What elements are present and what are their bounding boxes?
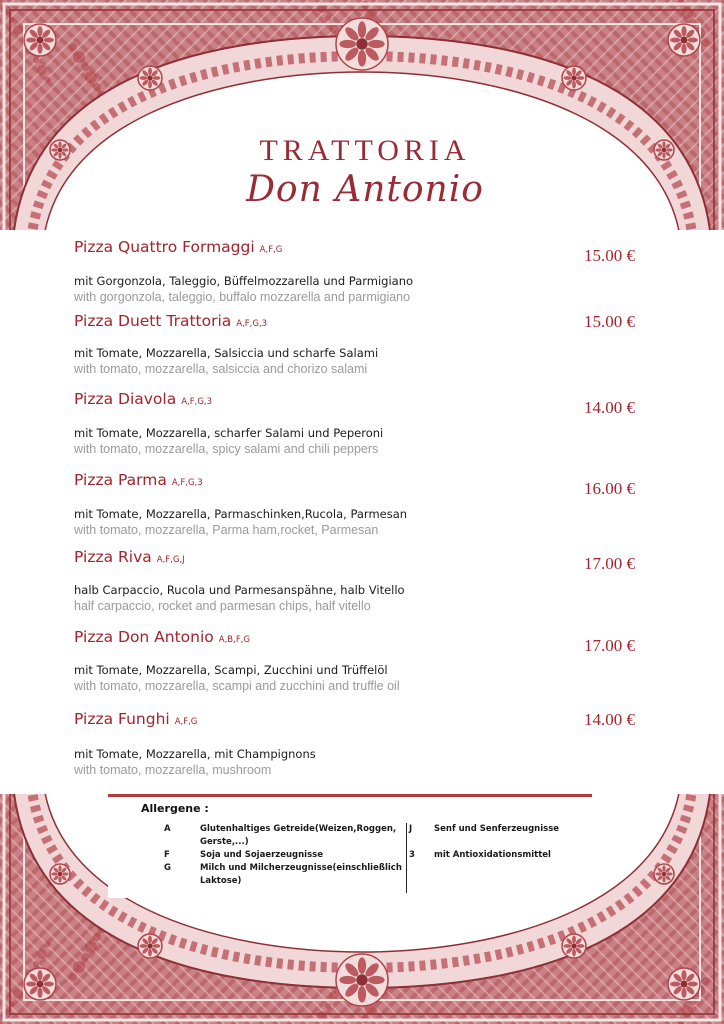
allergen-column-right <box>406 823 591 893</box>
item-price: 15.00 € <box>584 246 635 265</box>
item-description-de: mit Tomate, Mozzarella, Salsiccia und scharfe Salami <box>74 346 379 360</box>
item-allergen-codes: A,F,G <box>174 717 198 727</box>
allergen-code: 3 <box>409 850 415 860</box>
allergen-description: Soja und Sojaerzeugnisse <box>200 850 323 860</box>
allergen-entry <box>407 849 591 862</box>
rosette-ornament <box>336 954 388 1006</box>
item-name: Pizza Don Antonio A,B,F,G <box>74 628 251 646</box>
item-description-de: mit Gorgonzola, Taleggio, Büffelmozzarella und Parmigiano <box>74 274 414 288</box>
item-allergen-codes: A,F,G <box>259 245 283 255</box>
item-name: Pizza Riva A,F,G,J <box>74 548 185 566</box>
item-name: Pizza Duett Trattoria A,F,G,3 <box>74 312 268 330</box>
allergen-code: J <box>409 824 413 834</box>
rosette-ornament <box>562 66 586 90</box>
allergen-description: Milch und Milcherzeugnisse(einschließlich Laktose) <box>200 863 402 886</box>
rosette-ornament <box>24 24 56 56</box>
item-allergen-codes: A,F,G,3 <box>181 397 213 407</box>
item-description-de: mit Tomate, Mozzarella, scharfer Salami und Peperoni <box>74 426 384 440</box>
rosette-ornament <box>50 140 70 160</box>
item-description-en: with tomato, mozzarella, scampi and zucchini and truffle oil <box>74 679 400 693</box>
item-name: Pizza Parma A,F,G,3 <box>74 471 203 489</box>
rosette-ornament <box>138 934 162 958</box>
allergen-code: F <box>164 850 170 860</box>
pizza-menu-list <box>0 230 724 794</box>
item-description-de: mit Tomate, Mozzarella, Parmaschinken,Rucola, Parmesan <box>74 507 408 521</box>
item-description-en: with tomato, mozzarella, salsiccia and chorizo salami <box>74 362 368 376</box>
allergen-title: Allergene : <box>141 802 209 815</box>
item-name: Pizza Quattro Formaggi A,F,G <box>74 238 283 256</box>
allergen-legend <box>108 794 592 898</box>
item-name: Pizza Funghi A,F,G <box>74 710 198 728</box>
item-allergen-codes: A,F,G,3 <box>236 319 268 329</box>
allergen-entry <box>407 823 591 836</box>
item-description-de: halb Carpaccio, Rucola und Parmesanspähne, halb Vitello <box>74 583 405 597</box>
allergen-entry <box>164 849 404 862</box>
item-description-en: with tomato, mozzarella, Parma ham,rocket, Parmesan <box>74 523 379 537</box>
rosette-ornament <box>138 66 162 90</box>
item-description-en: with tomato, mozzarella, spicy salami and chili peppers <box>74 442 379 456</box>
rosette-ornament <box>654 140 674 160</box>
item-description-en: with tomato, mozzarella, mushroom <box>74 763 272 777</box>
allergen-code: G <box>164 863 171 873</box>
allergen-description: Senf und Senferzeugnisse <box>434 824 560 834</box>
rosette-ornament <box>562 934 586 958</box>
item-allergen-codes: A,F,G,3 <box>171 478 203 488</box>
item-price: 15.00 € <box>584 312 635 331</box>
item-price: 17.00 € <box>584 554 635 573</box>
allergen-code: A <box>164 824 171 834</box>
allergen-description: Glutenhaltiges Getreide(Weizen,Roggen, Gerste,...) <box>200 824 397 847</box>
rosette-ornament <box>668 24 700 56</box>
allergen-column-left <box>164 823 404 888</box>
rosette-ornament <box>654 864 674 884</box>
item-description-de: mit Tomate, Mozzarella, mit Champignons <box>74 747 316 761</box>
rosette-ornament <box>668 968 700 1000</box>
item-name: Pizza Diavola A,F,G,3 <box>74 390 213 408</box>
allergen-entry <box>164 862 404 888</box>
rosette-ornament <box>50 864 70 884</box>
item-price: 14.00 € <box>584 398 635 417</box>
logo-trattoria-text: TRATTORIA <box>259 134 471 167</box>
allergen-divider <box>108 794 592 797</box>
logo-don-antonio-text: Don Antonio <box>246 169 484 210</box>
item-description-en: half carpaccio, rocket and parmesan chips, half vitello <box>74 599 371 613</box>
item-description-en: with gorgonzola, taleggio, buffalo mozzarella and parmigiano <box>74 290 411 304</box>
item-description-de: mit Tomate, Mozzarella, Scampi, Zucchini und Trüffelöl <box>74 663 388 677</box>
rosette-ornament <box>336 18 388 70</box>
item-price: 17.00 € <box>584 636 635 655</box>
allergen-entry <box>164 823 404 849</box>
restaurant-logo <box>180 134 550 210</box>
allergen-description: mit Antioxidationsmittel <box>434 850 551 860</box>
item-price: 14.00 € <box>584 710 635 729</box>
item-allergen-codes: A,F,G,J <box>156 555 185 565</box>
item-allergen-codes: A,B,F,G <box>218 635 251 645</box>
rosette-ornament <box>24 968 56 1000</box>
item-price: 16.00 € <box>584 479 635 498</box>
